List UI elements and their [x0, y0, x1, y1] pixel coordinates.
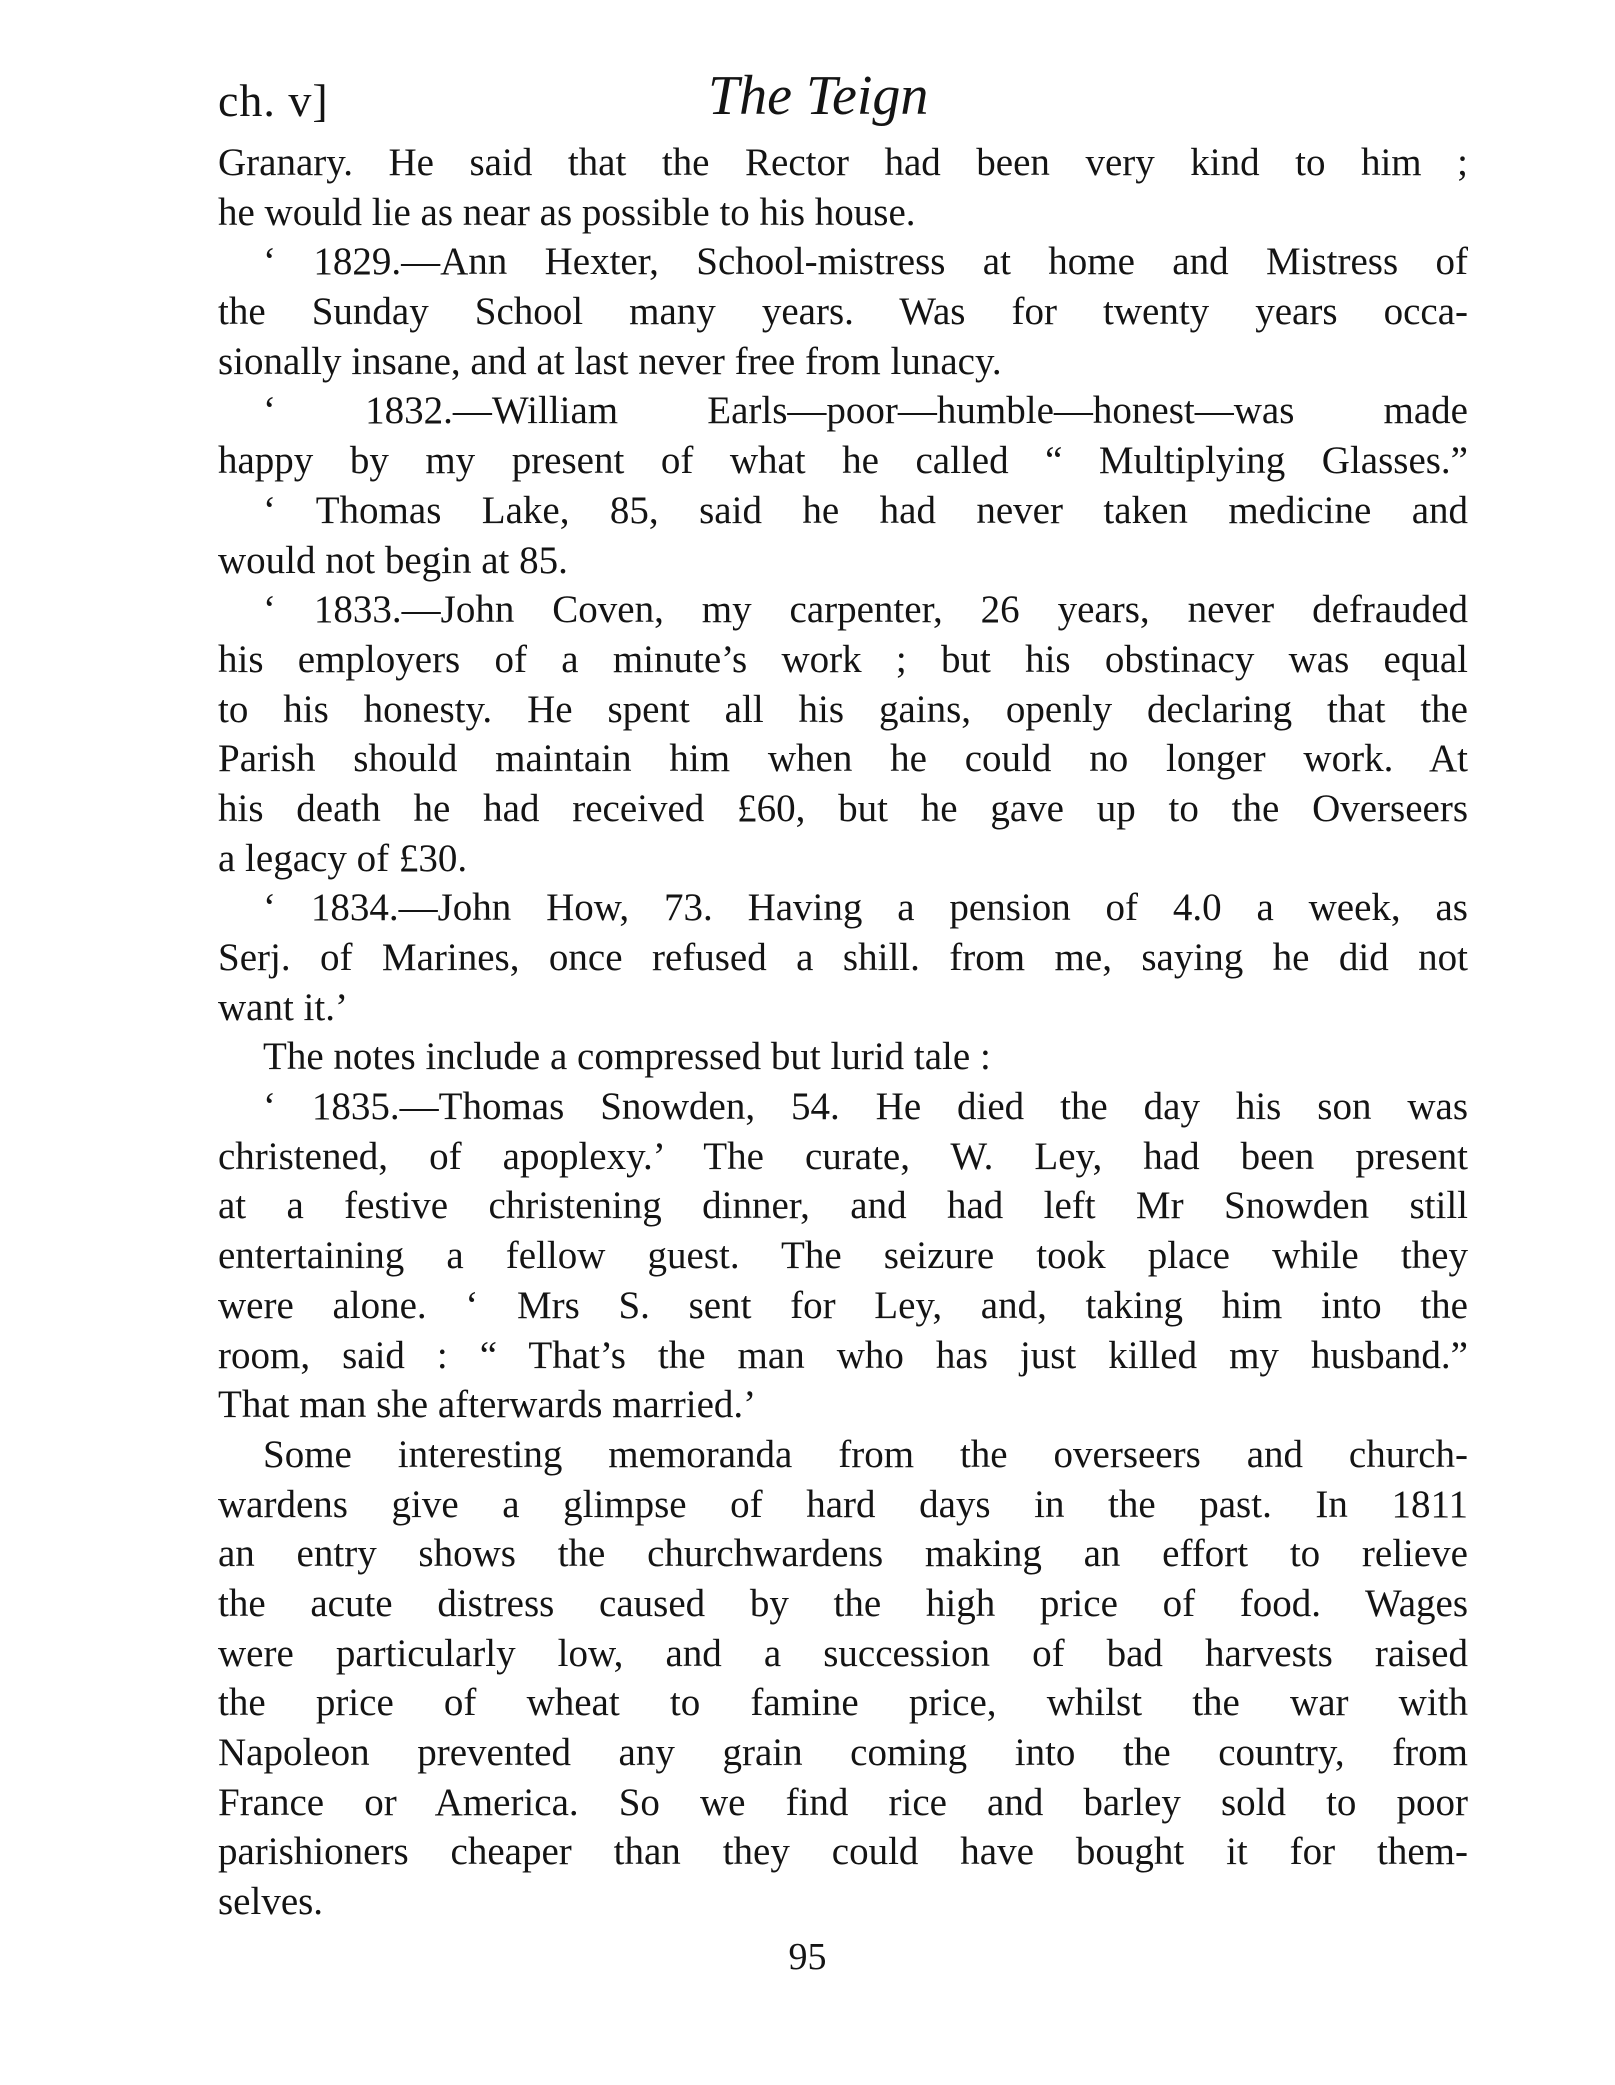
- page-number: 95: [788, 1936, 827, 1978]
- text-line: That man she afterwards married.’: [218, 1383, 757, 1427]
- text-line: Some interesting memoranda from the overseers and church-: [263, 1432, 1468, 1476]
- text-line: were particularly low, and a succession of bad harvests raised: [218, 1631, 1468, 1675]
- text-line: his employers of a minute’s work ; but his obstinacy was equal: [218, 637, 1468, 681]
- text-line: Napoleon prevented any grain coming into the country, from: [218, 1731, 1468, 1774]
- text-line: ‘ 1833.—John Coven, my carpenter, 26 years, never defrauded: [263, 588, 1468, 632]
- text-line: the price of wheat to famine price, whilst the war with: [218, 1681, 1468, 1725]
- text-line: sionally insane, and at last never free from lunacy.: [218, 339, 1002, 383]
- text-line: The notes include a compressed but lurid tale :: [263, 1035, 991, 1079]
- text-line: he would lie as near as possible to his house.: [218, 190, 916, 234]
- text-line: ‘ 1834.—John How, 73. Having a pension of 4.0 a week, as: [263, 886, 1468, 930]
- text-line: happy by my present of what he called “ Multiplying Glasses.”: [218, 439, 1468, 483]
- text-line: ‘ Thomas Lake, 85, said he had never taken medicine and: [263, 488, 1468, 532]
- text-line: Granary. He said that the Rector had been very kind to him ;: [218, 141, 1468, 184]
- text-line: christened, of apoplexy.’ The curate, W. Ley, had been present: [218, 1134, 1468, 1178]
- text-line: ‘ 1835.—Thomas Snowden, 54. He died the day his son was: [263, 1085, 1468, 1129]
- text-line: selves.: [218, 1880, 324, 1924]
- text-line: the acute distress caused by the high price of food. Wages: [218, 1581, 1468, 1625]
- text-line: to his honesty. He spent all his gains, openly declaring that the: [218, 687, 1468, 731]
- chapter-mark: ch. v]: [218, 75, 329, 126]
- text-line: entertaining a fellow guest. The seizure took place while they: [218, 1234, 1468, 1278]
- text-line: France or America. So we find rice and barley sold to poor: [218, 1780, 1468, 1824]
- text-line: were alone. ‘ Mrs S. sent for Ley, and, taking him into the: [218, 1283, 1468, 1327]
- text-line: his death he had received £60, but he gave up to the Overseers: [218, 786, 1468, 830]
- text-line: wardens give a glimpse of hard days in the past. In 1811: [218, 1482, 1468, 1526]
- text-line: want it.’: [218, 985, 348, 1029]
- text-line: the Sunday School many years. Was for twenty years occa-: [218, 290, 1468, 334]
- text-line: would not begin at 85.: [218, 538, 568, 582]
- text-line: at a festive christening dinner, and had left Mr Snowden still: [218, 1184, 1468, 1228]
- running-title: The Teign: [708, 65, 929, 127]
- text-line: parishioners cheaper than they could have bought it for them-: [218, 1830, 1468, 1874]
- text-line: an entry shows the churchwardens making an effort to relieve: [218, 1532, 1468, 1576]
- body-text: [218, 138, 1468, 1927]
- text-line: a legacy of £30.: [218, 836, 468, 880]
- text-line: Parish should maintain him when he could no longer work. At: [218, 737, 1468, 781]
- running-head: [218, 62, 1468, 142]
- text-line: Serj. of Marines, once refused a shill. from me, saying he did not: [218, 936, 1468, 979]
- text-line: ‘ 1829.—Ann Hexter, School-mistress at home and Mistress of: [263, 240, 1468, 284]
- text-line: room, said : “ That’s the man who has just killed my husband.”: [218, 1333, 1468, 1377]
- text-line: ‘ 1832.—William Earls—poor—humble—honest—was made: [263, 389, 1468, 433]
